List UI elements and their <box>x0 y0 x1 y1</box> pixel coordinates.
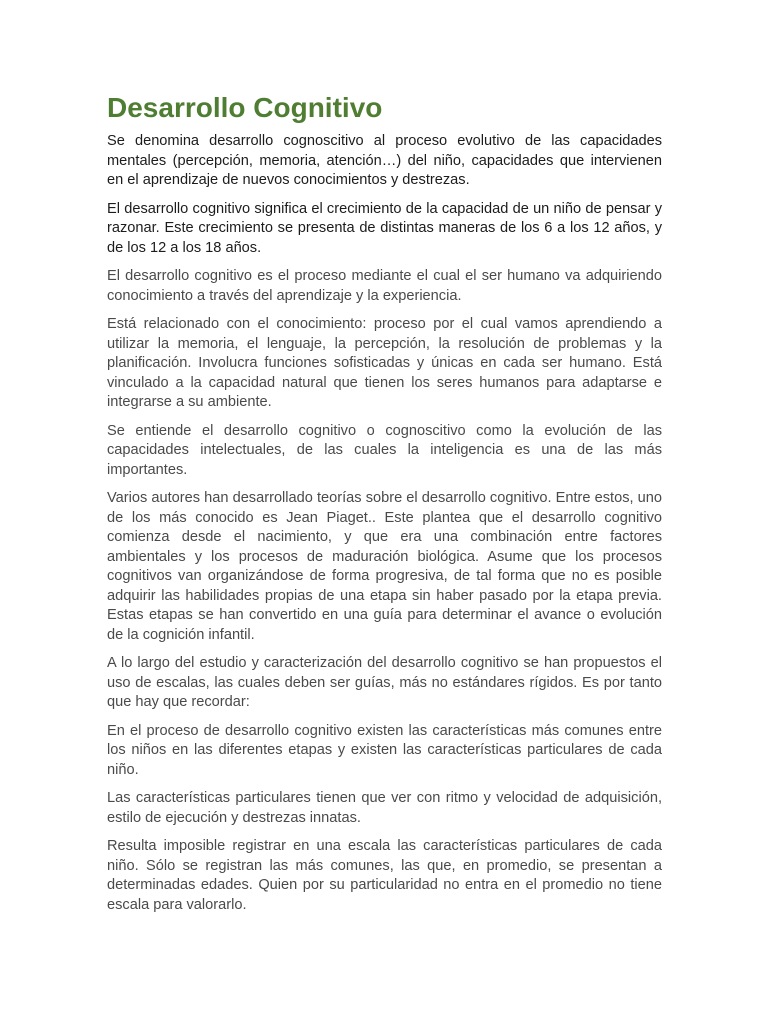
paragraph-particular: Las características particulares tienen que ver con ritmo y velocidad de adquisición, estilo de ejecución y destrezas innatas. <box>107 790 662 826</box>
paragraph-scales: A lo largo del estudio y caracterización del desarrollo cognitivo se han propuestos el uso de escalas, las cuales deben ser guías, más no estándares rígidos. Es por tanto que hay que recordar: <box>107 655 662 710</box>
document-page <box>107 90 662 924</box>
document-title: Desarrollo Cognitivo <box>107 92 383 123</box>
paragraph-registry: Resulta imposible registrar en una escala las características particulares de cada niño. Sólo se registran las más comunes, las que, en promedio, se presentan a determinadas edades. Quien por su particularidad no entra en el promedio no tiene escala para valorarlo. <box>107 838 662 913</box>
paragraph-definition: Se denomina desarrollo cognoscitivo al proceso evolutivo de las capacidades mentales (percepción, memoria, atención…) del niño, capacidades que intervienen en el aprendizaje de nuevos conocimientos y destrezas. <box>107 133 662 188</box>
paragraph-knowledge: Está relacionado con el conocimiento: proceso por el cual vamos aprendiendo a utilizar la memoria, el lenguaje, la percepción, la resolución de problemas y la planificación. Involucra funciones sofisticadas y únicas en cada ser humano. Está vinculado a la capacidad natural que tienen los seres humanos para adaptarse e integrarse a su ambiente. <box>107 316 662 410</box>
paragraph-characteristics: En el proceso de desarrollo cognitivo existen las características más comunes entre los niños en las diferentes etapas y existen las características particulares de cada niño. <box>107 722 662 778</box>
paragraph-process: El desarrollo cognitivo es el proceso mediante el cual el ser humano va adquiriendo conocimiento a través del aprendizaje y la experiencia. <box>107 268 662 304</box>
paragraph-evolution: Se entiende el desarrollo cognitivo o cognoscitivo como la evolución de las capacidades intelectuales, de las cuales la inteligencia es una de las más importantes. <box>107 422 662 478</box>
paragraph-piaget: Varios autores han desarrollado teorías sobre el desarrollo cognitivo. Entre estos, uno de los más conocido es Jean Piaget.. Este plantea que el desarrollo cognitivo comienza desde el nacimiento, y que era una combinación entre factores ambientales y los procesos de maduración biológica. Asume que los procesos cognitivos van organizándose de forma progresiva, de tal forma que no es posible adquirir las habilidades propias de una etapa sin haber pasado por la etapa previa. Estas etapas se han convertido en una guía para determinar el avance o evolución de la cognición infantil. <box>107 490 662 643</box>
paragraph-growth: El desarrollo cognitivo significa el crecimiento de la capacidad de un niño de pensar y razonar. Este crecimiento se presenta de distintas maneras de los 6 a los 12 años, y de los 12 a los 18 años. <box>107 200 662 256</box>
